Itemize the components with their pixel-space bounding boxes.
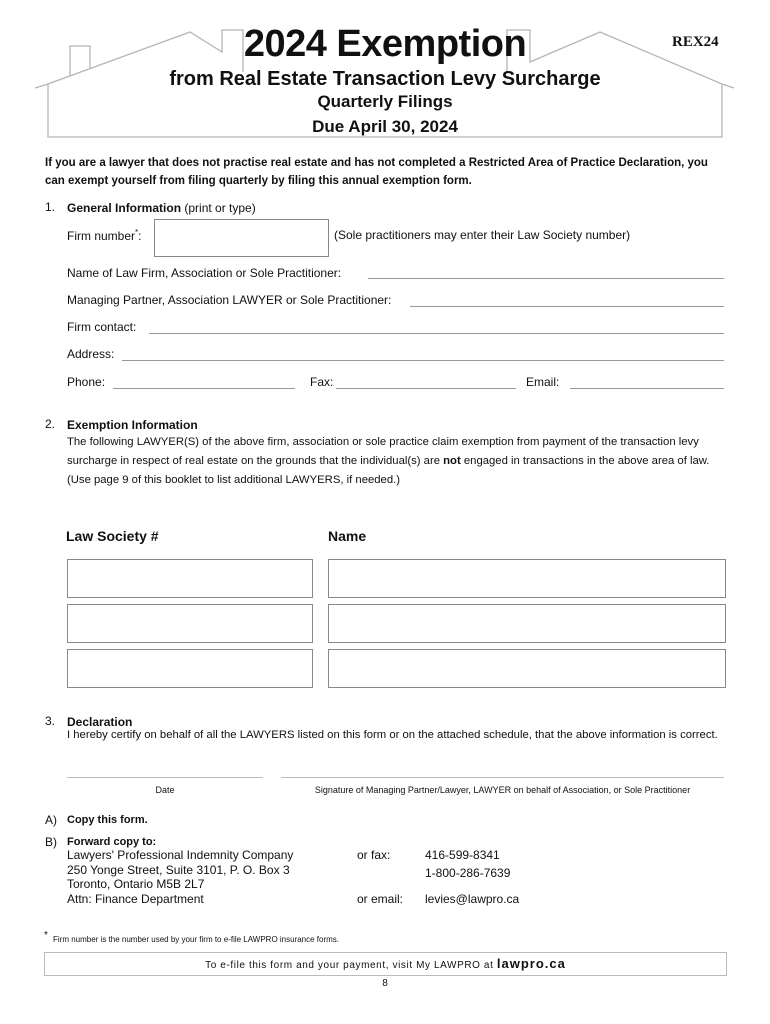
section1-title: General Information [67,201,182,215]
exemption-line-3: (Use page 9 of this booklet to list additional LAWYERS, if needed.) [67,474,401,486]
law-society-column-header: Law Society # [66,528,159,544]
intro-text: If you are a lawyer that does not practise real estate and has not completed a Restricted Area of Practice Declaration, you can exempt yourself from filing quarterly by filing this annual exemption form. [45,157,708,187]
lawyer-name-field-3[interactable] [328,649,726,688]
firm-number-field[interactable] [154,219,329,257]
efile-banner [44,952,727,976]
declaration-text: I hereby certify on behalf of all the LAWYERS listed on this form or on the attached schedule, that the above information is correct. [67,729,718,741]
firm-name-field[interactable] [368,278,724,279]
firm-number-label [67,228,141,243]
address-label: Address: [67,347,115,361]
phone-field[interactable] [113,388,295,389]
law-society-field-2[interactable] [67,604,313,643]
firm-contact-label: Firm contact: [67,320,137,334]
exemption-line-2 [67,452,732,471]
address-line-2: 250 Yonge Street, Suite 3101, P. O. Box 3 [67,862,290,877]
section3-number: 3. [45,714,56,728]
efile-site-link[interactable]: lawpro.ca [496,956,566,971]
date-label: Date [155,785,175,795]
efile-text: To e-file this form and your payment, visit My LAWPRO at [205,960,497,971]
form-title: 2024 Exemption [243,23,527,65]
fax-number-1: 416-599-8341 [425,848,500,862]
email-field[interactable] [570,388,724,389]
address-field[interactable] [122,360,724,361]
step-a-text: Copy this form. [67,814,148,826]
law-society-field-1[interactable] [67,559,313,598]
managing-partner-label: Managing Partner, Association LAWYER or Sole Practitioner: [67,293,392,307]
section2-number: 2. [45,417,56,431]
form-subtitle: from Real Estate Transaction Levy Surcharge [169,68,601,90]
step-b-letter: B) [45,835,57,849]
footnote-text: Firm number is the number used by your firm to e-file LAWPRO insurance forms. [53,935,340,944]
address-line-3: Toronto, Ontario M5B 2L7 [67,877,205,891]
filing-type: Quarterly Filings [317,92,453,111]
due-date: Due April 30, 2024 [312,117,458,136]
address-line-4: Attn: Finance Department [67,891,204,906]
exemption-paragraph [67,433,732,490]
lawyer-name-field-2[interactable] [328,604,726,643]
lawyer-name-field-1[interactable] [328,559,726,598]
section3-title: Declaration [67,715,133,729]
firm-name-label: Name of Law Firm, Association or Sole Practitioner: [67,266,342,280]
section1-heading [67,200,256,216]
or-fax-label: or fax: [357,848,391,862]
fax-field[interactable] [336,388,516,389]
exemption-line-1: The following LAWYER(S) of the above firm, association or sole practice claim exemption from payment of the transaction levy [67,436,699,448]
date-field[interactable] [67,777,263,778]
exemption-not-emphasis: not [443,455,461,467]
signature-field[interactable] [281,777,724,778]
firm-number-asterisk: * [135,228,139,237]
firm-number-note: (Sole practitioners may enter their Law Society number) [334,228,631,242]
exemption-line-2c: engaged in transactions in the above area of law. [460,455,710,467]
fax-label: Fax: [310,375,334,389]
firm-contact-field[interactable] [149,333,724,334]
footnote-asterisk: * [44,930,48,941]
signature-label: Signature of Managing Partner/Lawyer, LAWYER on behalf of Association, or Sole Practitioner [314,785,691,795]
page-number: 8 [382,978,388,989]
step-a-letter: A) [45,813,57,827]
step-b-text: Forward copy to: [67,836,157,848]
email-label: Email: [526,375,560,389]
name-column-header: Name [328,528,367,544]
exemption-line-2a: surcharge in respect of real estate on the grounds that the individual(s) are [67,455,444,467]
firm-number-colon: : [138,229,142,243]
law-society-field-3[interactable] [67,649,313,688]
phone-label: Phone: [67,375,106,389]
address-line-1: Lawyers' Professional Indemnity Company [67,848,294,862]
section1-title-note: (print or type) [184,201,256,215]
mailing-address [67,848,293,906]
section2-title: Exemption Information [67,418,198,432]
managing-partner-field[interactable] [410,306,724,307]
form-code: REX24 [672,34,719,50]
firm-number-label-text: Firm number [67,229,136,243]
or-email-label: or email: [357,892,404,906]
fax-number-2: 1-800-286-7639 [425,866,511,880]
section1-number: 1. [45,200,56,214]
email-address-link[interactable]: levies@lawpro.ca [425,892,520,906]
